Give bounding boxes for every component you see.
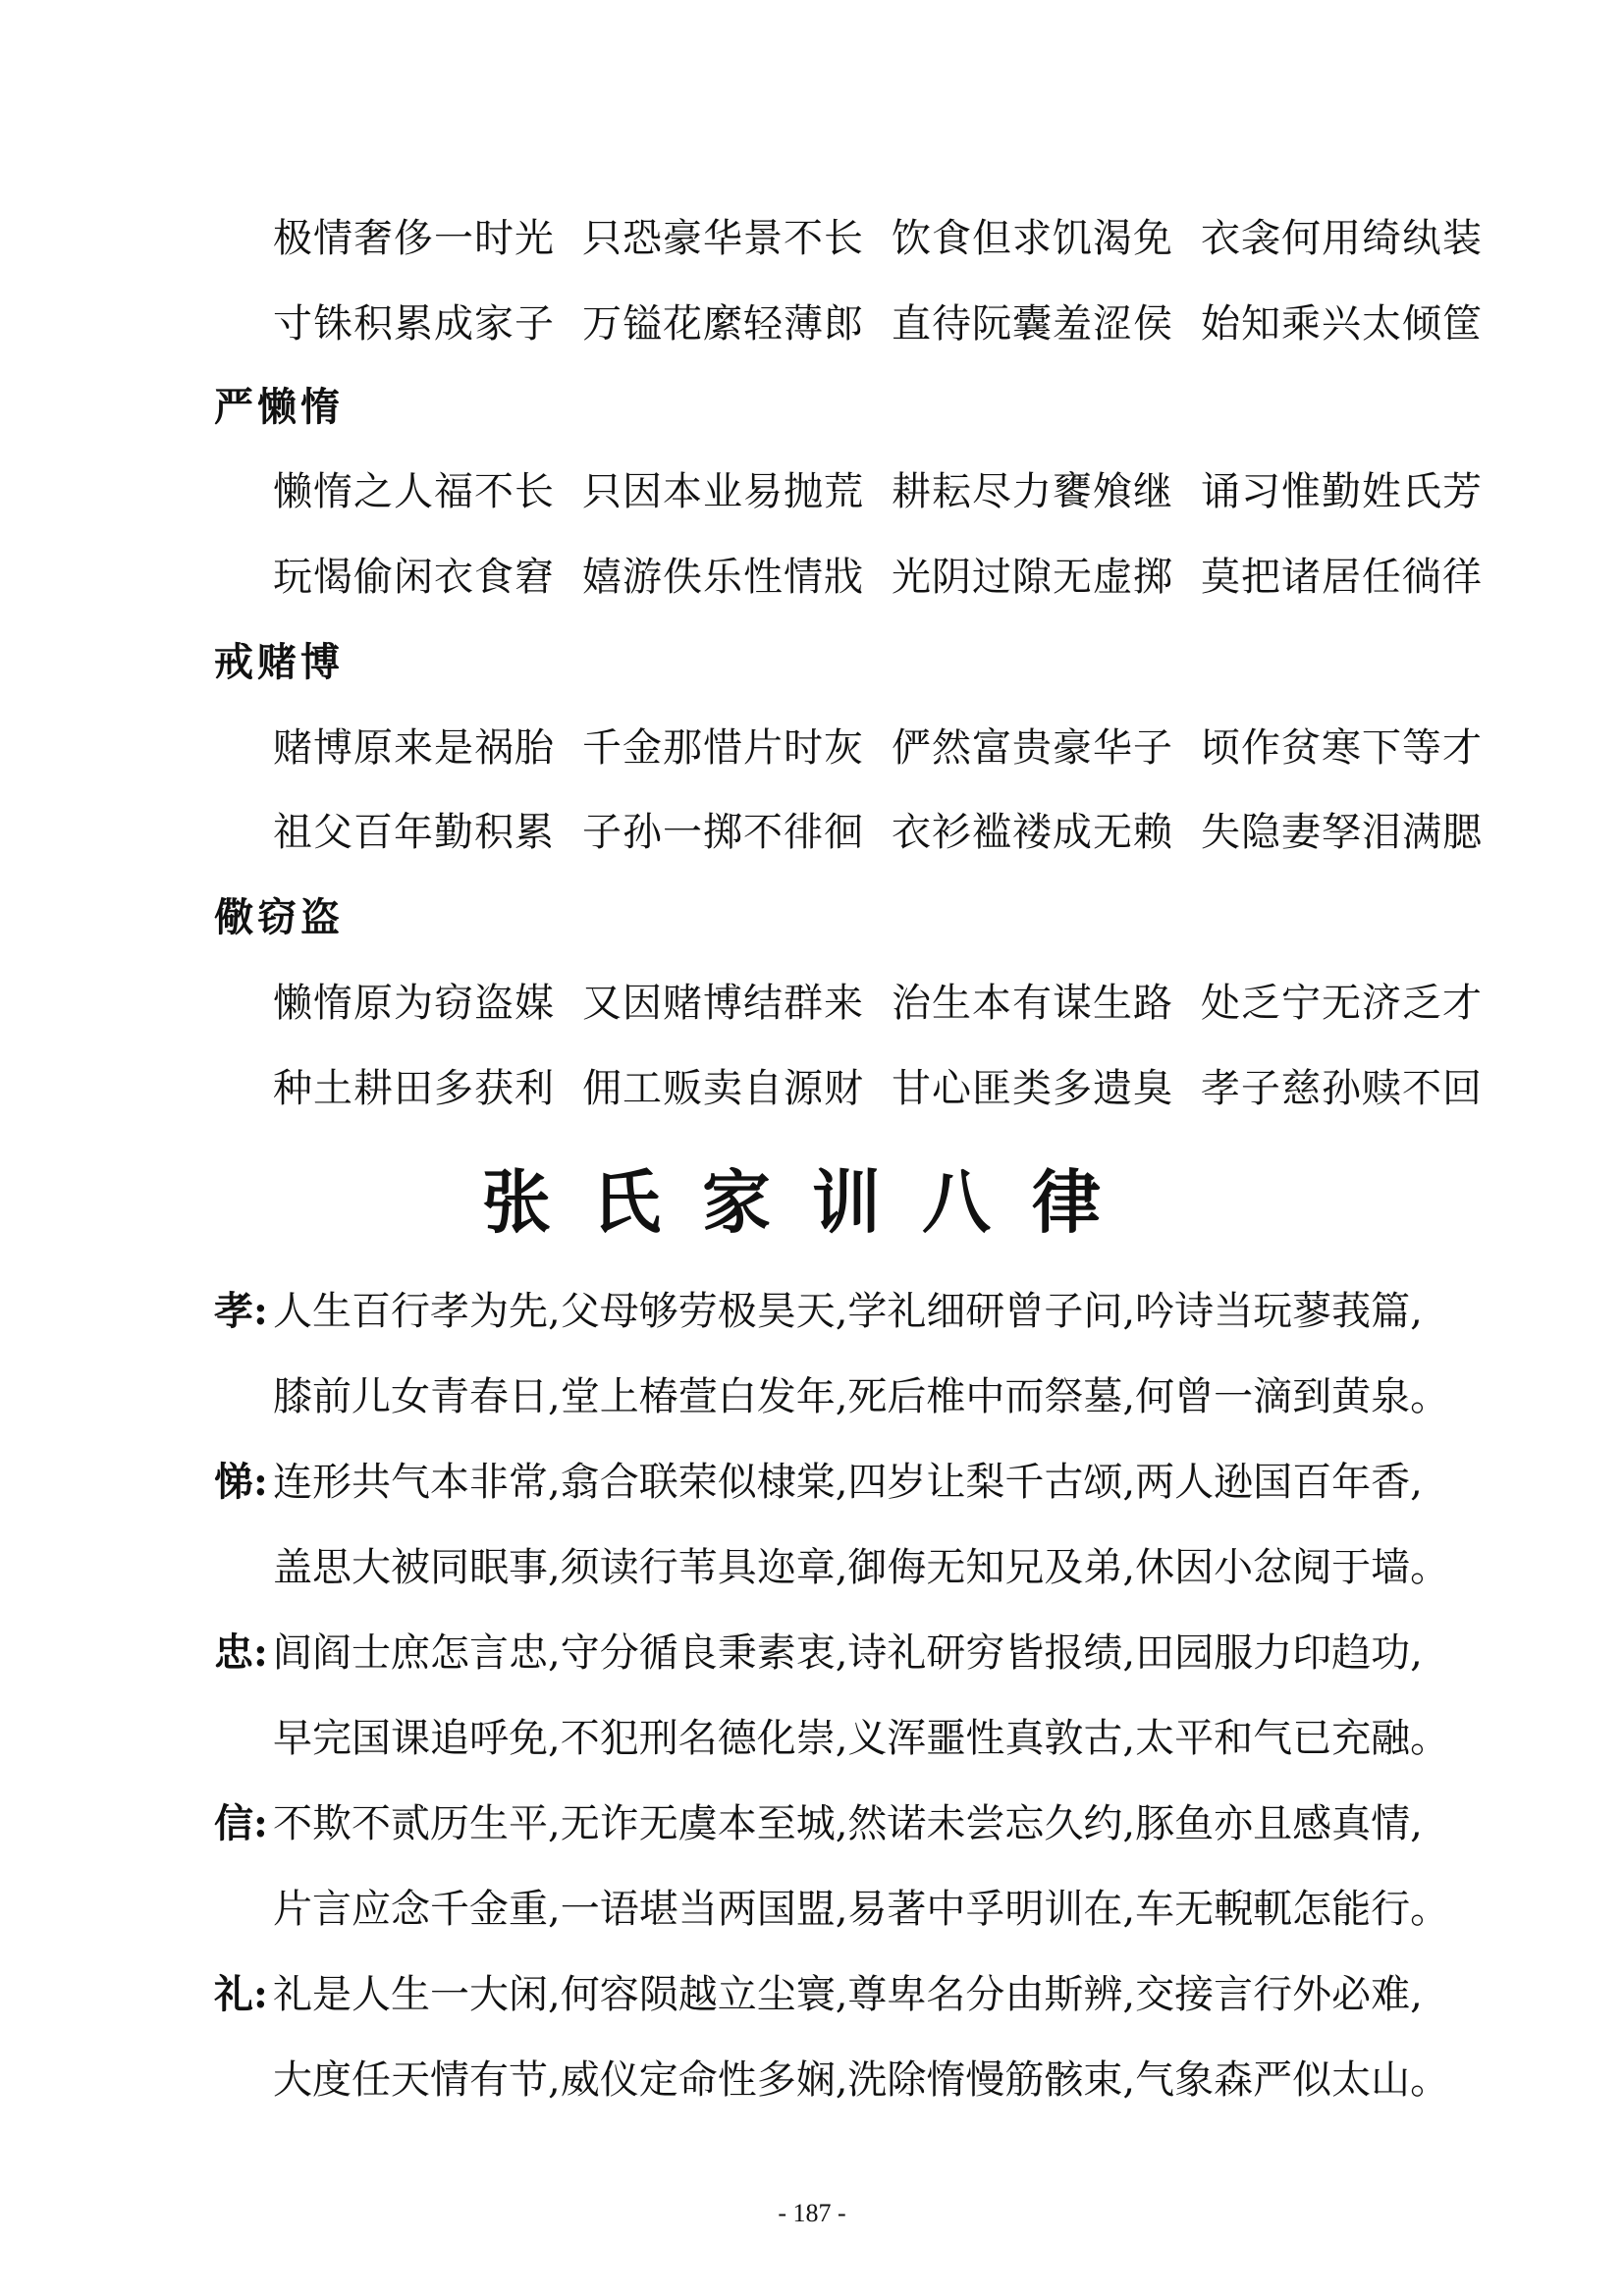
verse-label: 孝: xyxy=(214,1288,268,1334)
verse-line xyxy=(273,1543,1490,1592)
verse-phrase: 万镒花縻轻薄郎 xyxy=(582,301,864,347)
verse-text: 早完国课追呼免,不犯刑名德化崇,义浑噩性真敦古,太平和气已充融。 xyxy=(273,1716,1450,1761)
verse-text: 连形共气本非常,翕合联荣似棣棠,四岁让梨千古颂,两人逊国百年香, xyxy=(273,1460,1423,1505)
verse-line xyxy=(214,1799,1432,1848)
verse-phrase: 衣衫褴褛成无赖 xyxy=(892,810,1173,855)
verse-line xyxy=(273,1714,1490,1763)
verse-phrase: 又因赌博结群来 xyxy=(582,981,864,1026)
verse-phrase: 莫把诸居任徜徉 xyxy=(1201,555,1483,600)
verse-phrase: 顷作贫寒下等才 xyxy=(1201,725,1483,771)
verse-text: 大度任天情有节,威仪定命性多娴,洗除惰慢筋骸束,气象森严似太山。 xyxy=(273,2057,1450,2103)
section-heading: 严懒惰 xyxy=(214,385,344,430)
verse-phrase: 衣衾何用绮纨装 xyxy=(1201,216,1483,261)
section-heading: 戒赌博 xyxy=(214,640,344,685)
verse-label: 悌: xyxy=(214,1459,268,1505)
verse-phrase: 懒惰之人福不长 xyxy=(273,469,555,514)
verse-phrase: 始知乘兴太倾筐 xyxy=(1201,301,1483,347)
verse-line xyxy=(273,1064,1483,1113)
verse-phrase: 佣工贩卖自源财 xyxy=(582,1066,864,1111)
verse-line xyxy=(273,1372,1490,1421)
verse-phrase: 直待阮囊羞涩侯 xyxy=(892,301,1173,347)
verse-phrase: 失隐妻孥泪满腮 xyxy=(1201,810,1483,855)
verse-text: 片言应念千金重,一语堪当两国盟,易著中孚明训在,车无輗軏怎能行。 xyxy=(273,1887,1450,1932)
verse-phrase: 嬉游佚乐性情戕 xyxy=(582,555,864,600)
verse-line xyxy=(273,299,1483,348)
verse-phrase: 只因本业易抛荒 xyxy=(582,469,864,514)
verse-phrase: 诵习惟勤姓氏芳 xyxy=(1201,469,1483,514)
verse-phrase: 极情奢侈一时光 xyxy=(273,216,555,261)
verse-line xyxy=(273,723,1483,773)
verse-line xyxy=(273,467,1483,516)
page-title: 张氏家训八律 xyxy=(482,1161,1142,1243)
verse-line xyxy=(214,1287,1432,1336)
verse-line xyxy=(273,979,1483,1028)
verse-phrase: 处乏宁无济乏才 xyxy=(1201,981,1483,1026)
verse-label: 礼: xyxy=(214,1971,268,2017)
verse-phrase: 孝子慈孙赎不回 xyxy=(1201,1066,1483,1111)
verse-phrase: 俨然富贵豪华子 xyxy=(892,725,1173,771)
verse-line xyxy=(273,214,1483,263)
section-heading: 儆窃盗 xyxy=(214,895,344,940)
verse-phrase: 赌博原来是祸胎 xyxy=(273,725,555,771)
verse-phrase: 祖父百年勤积累 xyxy=(273,810,555,855)
verse-line xyxy=(214,1970,1432,2019)
verse-text: 人生百行孝为先,父母够劳极昊天,学礼细研曾子问,吟诗当玩蓼莪篇, xyxy=(273,1289,1423,1334)
verse-label: 忠: xyxy=(214,1629,268,1676)
verse-line xyxy=(214,1458,1432,1507)
verse-text: 膝前儿女青春日,堂上椿萱白发年,死后椎中而祭墓,何曾一滴到黄泉。 xyxy=(273,1374,1450,1419)
verse-text: 盖思大被同眠事,须读行苇具迩章,御侮无知兄及弟,休因小忿阋于墙。 xyxy=(273,1545,1450,1590)
page-number: - 187 - xyxy=(778,2199,846,2227)
verse-text: 礼是人生一大闲,何容陨越立尘寰,尊卑名分由斯辨,交接言行外必难, xyxy=(273,1972,1423,2017)
verse-line xyxy=(214,1629,1432,1678)
verse-text: 闾阎士庶怎言忠,守分循良秉素衷,诗礼研穷皆报绩,田园服力印趋功, xyxy=(273,1630,1423,1676)
verse-line xyxy=(273,553,1483,602)
verse-phrase: 子孙一掷不徘徊 xyxy=(582,810,864,855)
verse-phrase: 耕耘尽力饔飧继 xyxy=(892,469,1173,514)
verse-line xyxy=(273,1885,1490,1934)
verse-phrase: 治生本有谋生路 xyxy=(892,981,1173,1026)
verse-phrase: 千金那惜片时灰 xyxy=(582,725,864,771)
verse-phrase: 甘心匪类多遗臭 xyxy=(892,1066,1173,1111)
verse-phrase: 光阴过隙无虚掷 xyxy=(892,555,1173,600)
verse-line xyxy=(273,808,1483,857)
verse-phrase: 种土耕田多获利 xyxy=(273,1066,555,1111)
verse-phrase: 寸铢积累成家子 xyxy=(273,301,555,347)
verse-phrase: 懒惰原为窃盗媒 xyxy=(273,981,555,1026)
verse-phrase: 只恐豪华景不长 xyxy=(582,216,864,261)
verse-line xyxy=(273,2056,1490,2105)
verse-label: 信: xyxy=(214,1800,268,1846)
verse-phrase: 饮食但求饥渴免 xyxy=(892,216,1173,261)
verse-phrase: 玩愒偷闲衣食窘 xyxy=(273,555,555,600)
verse-text: 不欺不贰历生平,无诈无虞本至城,然诺未尝忘久约,豚鱼亦且感真情, xyxy=(273,1801,1423,1846)
